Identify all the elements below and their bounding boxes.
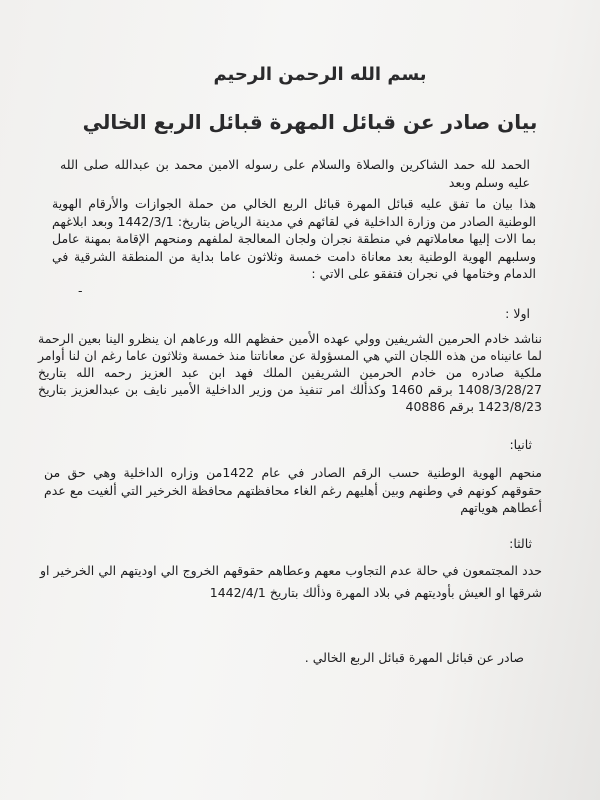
dash-mark: - [78,283,83,298]
praise-paragraph: الحمد لله حمد الشاكرين والصلاة والسلام على رسوله الامين محمد بن عبدالله صلى الله عليه وسلم وبعد [60,157,530,190]
section-third-paragraph: حدد المجتمعون في حالة عدم التجاوب معهم وعطاهم حقوقهم الخروج الي اوديتهم الي الخرخير او شرقها او العيش بأوديتهم في بلاد المهرة وذألك بتاريخ 1442/4/1 [40,563,542,600]
section-first-heading: اولا : [505,306,530,321]
section-first-paragraph: نناشد خادم الحرمين الشريفين وولي عهده الأمين حفظهم الله ورعاهم ان ينظرو الينا بعين الرحمة لما عانيناه من هذه اللجان التي هي المسؤولة عن معاناتنا منذ خمسة وثلاثون عاما رغم ان لنا أوامر ملكية صادره من خادم الحرمين الشريفين الملك فهد ابن عبد العزيز رحمه الله بتاريخ 1408/3/28/27 برقم 1460 وكذألك امر تنفيذ من وزير الداخلية الأمير نايف بن عبدالعزيز بتاريخ 1423/8/23 برقم 40886 [38,331,543,414]
intro-paragraph: هذا بيان ما تفق عليه قبائل المهرة قبائل الربع الخالي من حملة الجوازات والأرقام الهوية الوطنية الصادر من وزارة الداخلية في لقائهم في مدينة الرياض بتاريخ: 1442/3/1 وبعد ابلاغهم بما الات إليها معاملاتهم في منطقة نجران ولجان المعالجة لملفهم ومنحهم الإقامة بمهنة عامل وسلبهم الهوية الوطنية بعد معاناة دامت خمسة وثلاثون عاما بداية من المنطقة الشرقية في الدمام وختامها في نجران فتفقو على الاتي : [52,196,536,281]
section-second-paragraph: منحهم الهوية الوطنية حسب الرقم الصادر في عام 1422من وزاره الداخلية وهي حق من حقوقهم كونهم في وطنهم وبين أهليهم رغم الغاء محافظتهم محافظة الخرخير التي ألغيت مع عدم أعطاهم هوياتهم [44,465,542,515]
section-third-heading: ثالثا: [509,536,532,551]
issuer-footer: صادر عن قبائل المهرة قبائل الربع الخالي . [304,650,524,665]
statement-title: بيان صادر عن قبائل المهرة قبائل الربع الخالي [82,110,538,134]
section-second-heading: ثانيا: [509,437,532,452]
basmala-heading: بسم الله الرحمن الرحيم [213,64,427,85]
